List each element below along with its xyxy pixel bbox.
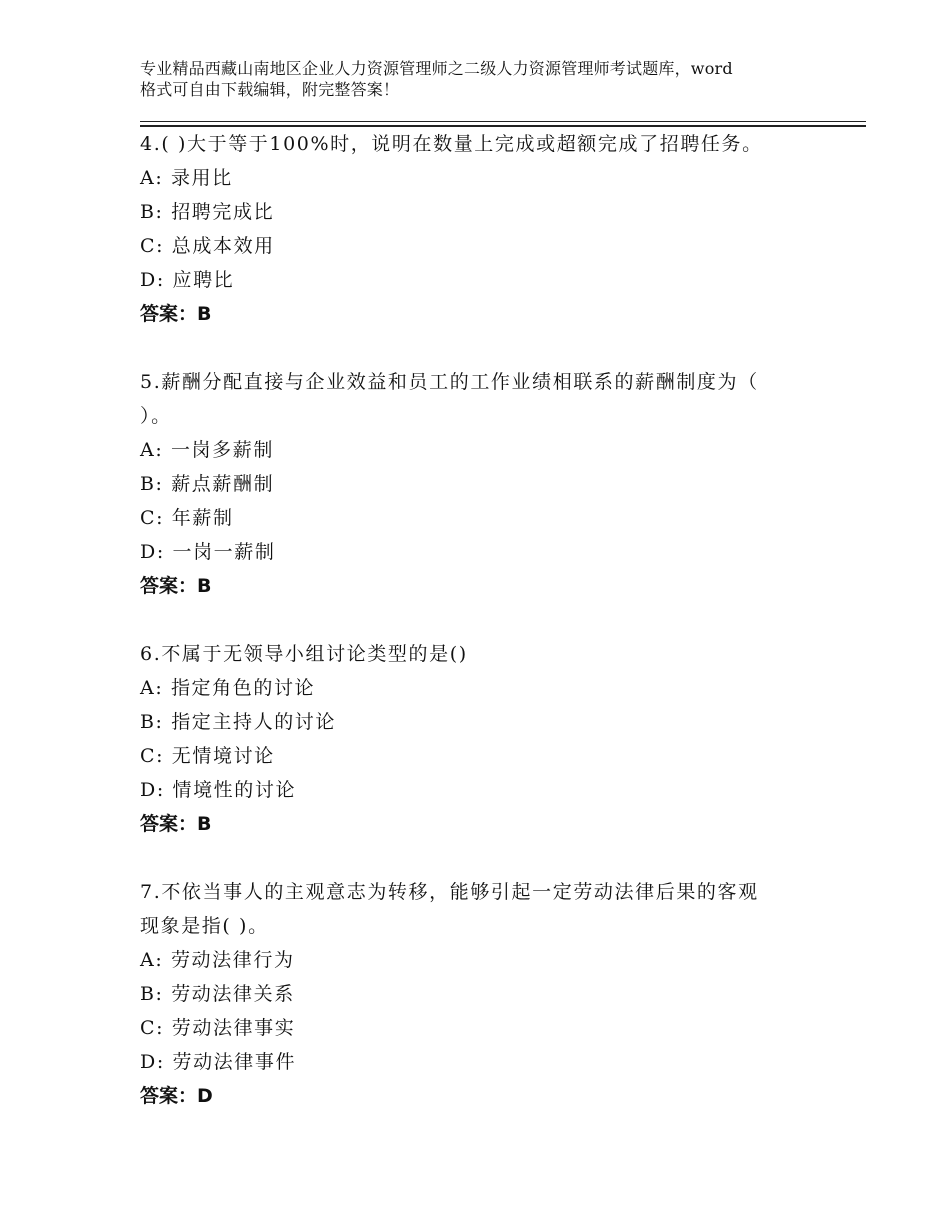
option-d: D: 应聘比 bbox=[140, 269, 235, 291]
option-a: A: 指定角色的讨论 bbox=[140, 677, 316, 699]
question-item bbox=[140, 875, 820, 1113]
option-c: C: 总成本效用 bbox=[140, 235, 275, 257]
question-text-continued: 现象是指( )。 bbox=[140, 915, 269, 937]
answer-line: 答案：B bbox=[140, 813, 212, 835]
option-d: D: 一岗一薪制 bbox=[140, 541, 276, 563]
option-b: B: 劳动法律关系 bbox=[140, 983, 295, 1005]
option-a: A: 一岗多薪制 bbox=[140, 439, 274, 461]
answer-line: 答案：B bbox=[140, 303, 212, 325]
option-b: B: 薪点薪酬制 bbox=[140, 473, 275, 495]
question-text: 6.不属于无领导小组讨论类型的是() bbox=[140, 643, 468, 665]
option-c: C: 无情境讨论 bbox=[140, 745, 275, 767]
question-text: 5.薪酬分配直接与企业效益和员工的工作业绩相联系的薪酬制度为（ bbox=[140, 371, 759, 393]
question-item bbox=[140, 365, 820, 603]
option-b: B: 招聘完成比 bbox=[140, 201, 275, 223]
option-d: D: 情境性的讨论 bbox=[140, 779, 297, 801]
option-c: C: 年薪制 bbox=[140, 507, 234, 529]
question-text: 7.不依当事人的主观意志为转移，能够引起一定劳动法律后果的客观 bbox=[140, 881, 759, 903]
option-b: B: 指定主持人的讨论 bbox=[140, 711, 337, 733]
question-text-continued: ）。 bbox=[140, 405, 172, 427]
answer-line: 答案：D bbox=[140, 1085, 213, 1107]
option-c: C: 劳动法律事实 bbox=[140, 1017, 296, 1039]
header-divider-thin bbox=[140, 121, 866, 122]
header-line-1: 专业精品西藏山南地区企业人力资源管理师之二级人力资源管理师考试题库，word bbox=[140, 59, 733, 78]
header-line-2: 格式可自由下载编辑，附完整答案！ bbox=[140, 80, 400, 99]
question-list bbox=[140, 127, 820, 1147]
document-header bbox=[140, 58, 840, 100]
option-a: A: 录用比 bbox=[140, 167, 233, 189]
answer-line: 答案：B bbox=[140, 575, 212, 597]
question-item bbox=[140, 637, 820, 841]
option-d: D: 劳动法律事件 bbox=[140, 1051, 297, 1073]
question-text: 4.( )大于等于100%时，说明在数量上完成或超额完成了招聘任务。 bbox=[140, 133, 763, 155]
option-a: A: 劳动法律行为 bbox=[140, 949, 295, 971]
question-item bbox=[140, 127, 820, 331]
